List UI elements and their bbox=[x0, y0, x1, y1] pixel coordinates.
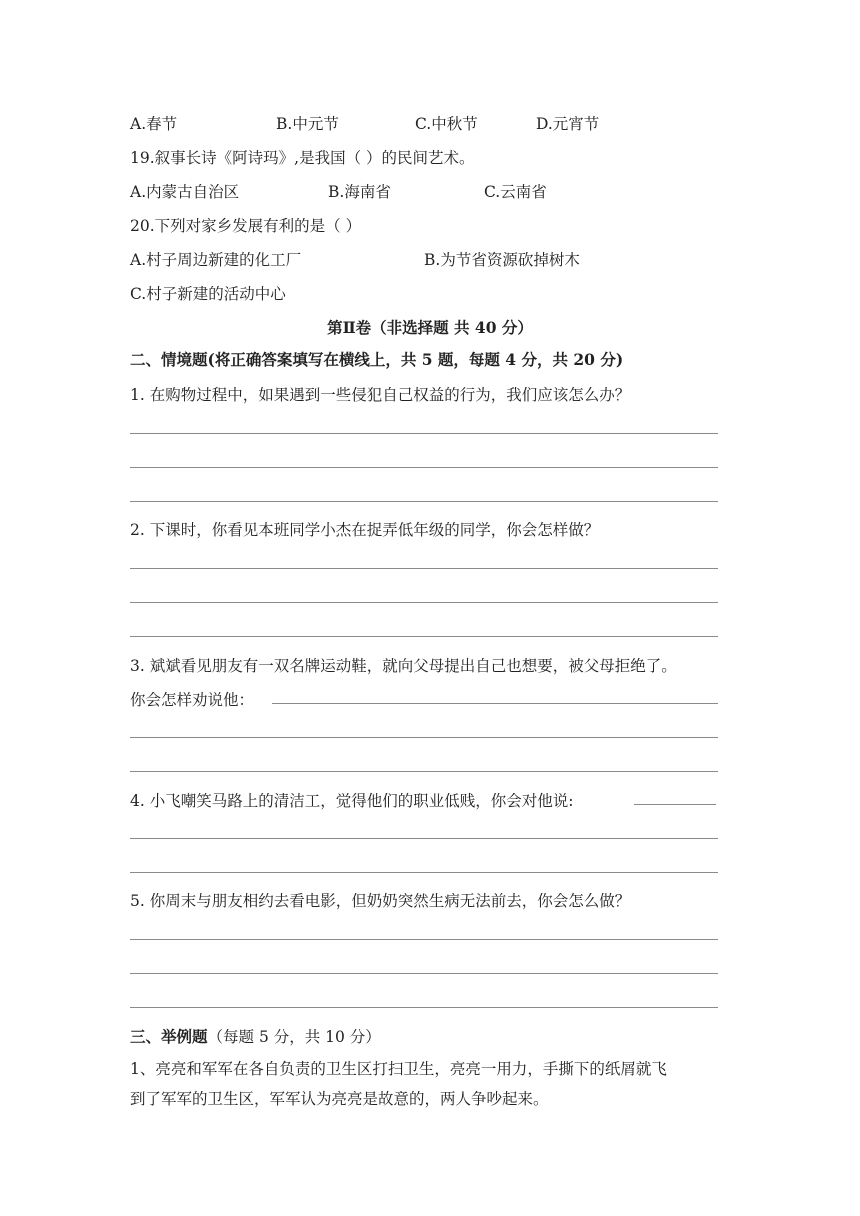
q2-answer-line-3[interactable] bbox=[130, 636, 718, 637]
q1-text: 1. 在购物过程中，如果遇到一些侵犯自己权益的行为，我们应该怎么办？ bbox=[130, 386, 631, 404]
s3-q1-line-1: 1、亮亮和军军在各自负责的卫生区打扫卫生，亮亮一用力，手撕下的纸屑就飞 bbox=[130, 1060, 667, 1078]
q20-option-c: C.村子新建的活动中心 bbox=[130, 285, 286, 303]
section2-heading: 二、情境题(将正确答案填写在横线上，共 5 题，每题 4 分，共 20 分) bbox=[130, 350, 624, 369]
section3-heading-bold: 三、举例题 bbox=[130, 1027, 208, 1046]
q2-text: 2. 下课时，你看见本班同学小杰在捉弄低年级的同学，你会怎样做？ bbox=[130, 521, 600, 539]
section3-heading bbox=[130, 1025, 381, 1047]
q5-answer-line-2[interactable] bbox=[130, 973, 718, 974]
q19-option-b: B.海南省 bbox=[328, 183, 391, 201]
q4-answer-line-inline[interactable] bbox=[634, 804, 716, 805]
q1-answer-line-2[interactable] bbox=[130, 467, 718, 468]
q20-option-b: B.为节省资源砍掉树木 bbox=[424, 251, 580, 269]
q19-option-a: A.内蒙古自治区 bbox=[130, 183, 240, 201]
q1-answer-line-1[interactable] bbox=[130, 433, 718, 434]
q4-answer-line-2[interactable] bbox=[130, 838, 718, 839]
q2-answer-line-1[interactable] bbox=[130, 568, 718, 569]
q3-answer-line-3[interactable] bbox=[130, 771, 718, 772]
q5-text: 5. 你周末与朋友相约去看电影，但奶奶突然生病无法前去，你会怎么做？ bbox=[130, 892, 631, 910]
q20-option-a: A.村子周边新建的化工厂 bbox=[130, 251, 302, 269]
q4-answer-line-3[interactable] bbox=[130, 872, 718, 873]
q3-text-line-1: 3. 斌斌看见朋友有一双名牌运动鞋，就向父母提出自己也想要，被父母拒绝了。 bbox=[130, 657, 677, 675]
q18-option-d: D.元宵节 bbox=[536, 115, 600, 133]
q3-text-line-2: 你会怎样劝说他： bbox=[130, 691, 255, 709]
q1-answer-line-3[interactable] bbox=[130, 501, 718, 502]
s3-q1-line-2: 到了军军的卫生区，军军认为亮亮是故意的，两人争吵起来。 bbox=[130, 1090, 549, 1108]
q19-stem: 19.叙事长诗《阿诗玛》,是我国（ ）的民间艺术。 bbox=[130, 149, 475, 167]
q5-answer-line-3[interactable] bbox=[130, 1007, 718, 1008]
q18-option-a: A.春节 bbox=[130, 115, 178, 133]
q5-answer-line-1[interactable] bbox=[130, 939, 718, 940]
q19-option-c: C.云南省 bbox=[484, 183, 547, 201]
q3-answer-line-2[interactable] bbox=[130, 737, 718, 738]
q18-option-c: C.中秋节 bbox=[415, 115, 478, 133]
q20-stem: 20.下列对家乡发展有利的是（ ） bbox=[130, 217, 362, 235]
section3-heading-rest: （每题 5 分，共 10 分） bbox=[207, 1028, 381, 1046]
part2-title: 第Ⅱ卷（非选择题 共 40 分） bbox=[327, 318, 533, 337]
q4-text: 4. 小飞嘲笑马路上的清洁工，觉得他们的职业低贱，你会对他说: bbox=[130, 792, 574, 810]
q3-answer-line-inline[interactable] bbox=[272, 703, 718, 704]
q18-option-b: B.中元节 bbox=[276, 115, 339, 133]
q2-answer-line-2[interactable] bbox=[130, 602, 718, 603]
